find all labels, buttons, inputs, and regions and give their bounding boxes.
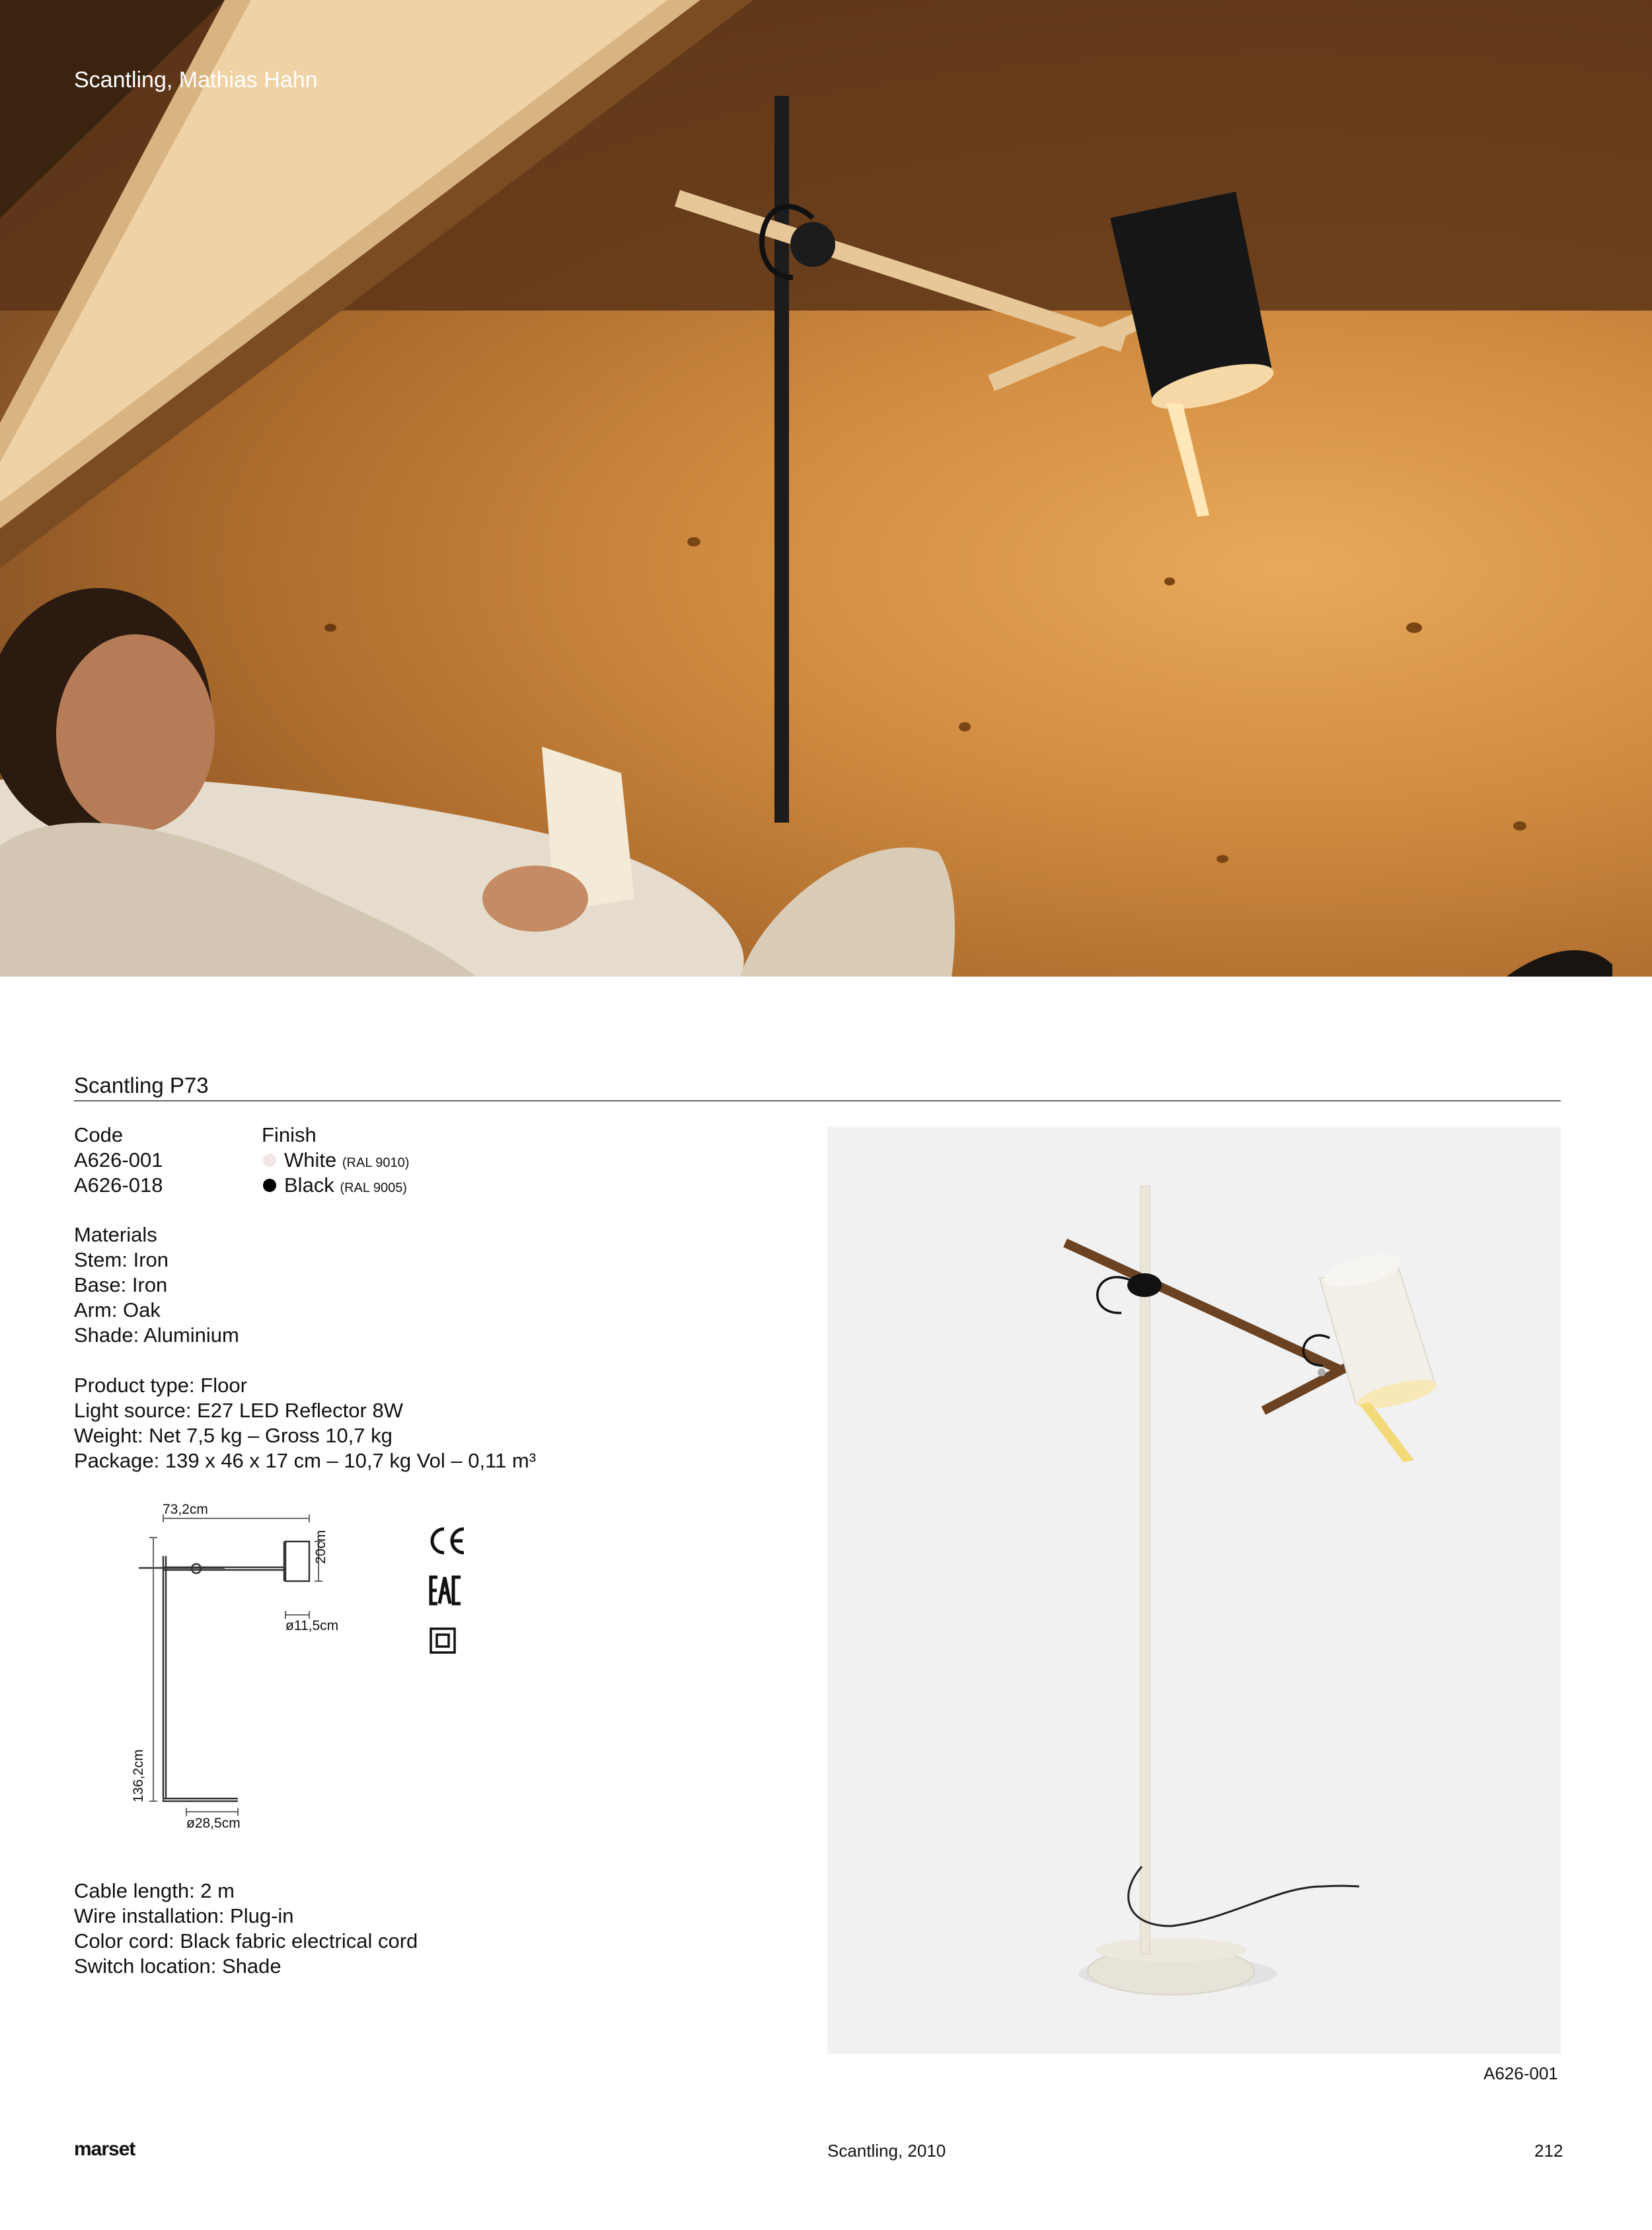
dim-arm-length: 73,2cm [163,1502,208,1517]
finish-label: Finish [262,1123,317,1146]
title-divider [74,1100,1561,1101]
code-item: A626-001 [74,1148,163,1171]
install-cord-color: Color cord: Black fabric electrical cord [74,1929,418,1952]
install-switch: Switch location: Shade [74,1954,282,1978]
hero-photo [0,0,1652,977]
image-caption: A626-001 [1483,2063,1558,2083]
finish-name: White [284,1148,337,1171]
eac-mark-icon [428,1575,463,1606]
material-item: Stem: Iron [74,1248,169,1271]
spec-package: Package: 139 x 46 x 17 cm – 10,7 kg Vol – 0,11 m³ [74,1449,537,1472]
install-wire: Wire installation: Plug-in [74,1904,294,1927]
lamp-illustration [827,1127,1561,2054]
product-title: Scantling P73 [74,1073,209,1097]
finish-ral: (RAL 9010) [342,1156,410,1170]
finish-swatch-white [263,1154,276,1167]
finish-ral: (RAL 9005) [340,1181,407,1195]
finish-name: Black [284,1173,334,1197]
dim-total-height: 136,2cm [131,1749,146,1803]
dimension-drawing [112,1493,456,1863]
spec-product-type: Product type: Floor [74,1374,247,1397]
brand-logo: marset [74,2138,135,2160]
dim-shade-diameter: ø11,5cm [285,1618,339,1633]
finish-swatch-black [263,1179,276,1192]
class-ii-icon [430,1627,456,1654]
hero-illustration [0,0,1652,977]
spec-weight: Weight: Net 7,5 kg – Gross 10,7 kg [74,1424,393,1447]
material-item: Base: Iron [74,1273,168,1296]
code-label: Code [74,1123,124,1146]
code-item: A626-018 [74,1173,163,1197]
materials-label: Materials [74,1223,157,1246]
page-number: 212 [1534,2141,1563,2161]
install-cable-length: Cable length: 2 m [74,1879,235,1902]
ce-mark-icon [428,1525,468,1557]
finish-item [284,1148,409,1175]
finish-item [284,1173,407,1201]
spec-light-source: Light source: E27 LED Reflector 8W [74,1399,403,1422]
dim-shade-height: 20cm [313,1530,328,1564]
footer-title: Scantling, 2010 [827,2141,946,2161]
product-image [827,1127,1561,2054]
material-item: Shade: Aluminium [74,1323,239,1347]
hero-caption: Scantling, Mathias Hahn [74,67,318,93]
dim-base-diameter: ø28,5cm [186,1816,241,1831]
material-item: Arm: Oak [74,1298,161,1321]
